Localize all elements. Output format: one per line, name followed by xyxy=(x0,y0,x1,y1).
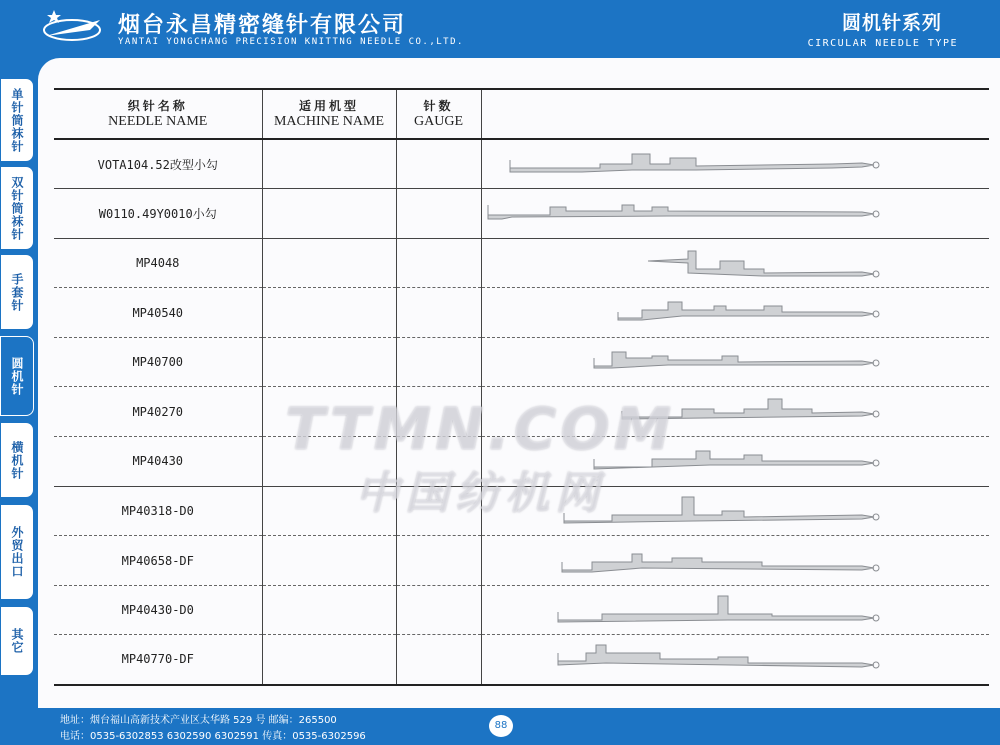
needle-image-cell xyxy=(481,585,989,635)
needle-image xyxy=(482,536,990,586)
needle-image xyxy=(482,487,990,537)
needle-image xyxy=(482,635,990,685)
tab-double-cylinder-sock-needle[interactable]: 双针筒袜针 xyxy=(0,166,34,250)
page-number: 88 xyxy=(489,715,513,737)
machine-cell xyxy=(262,437,396,487)
needle-image xyxy=(482,239,990,289)
company-name-en: YANTAI YONGCHANG PRECISION KNITTNG NEEDLE CO.,LTD. xyxy=(118,37,464,47)
machine-cell xyxy=(262,536,396,586)
series-title-cn: 圆机针系列 xyxy=(841,12,942,34)
header-needle-name: 织针名称 NEEDLE NAME xyxy=(54,89,262,139)
watermark: TTMN.COM 中国纺机网 xyxy=(285,395,676,519)
footer-phone: 电话：0535-6302853 6302590 6302591 传真：0535-6302596 xyxy=(60,731,366,742)
table-row xyxy=(54,238,989,288)
needle-name-cell: MP40658-DF xyxy=(54,536,262,586)
company-name-cn: 烟台永昌精密缝针有限公司 xyxy=(118,13,407,38)
company-logo-icon xyxy=(40,6,108,50)
page-footer xyxy=(0,708,1000,745)
gauge-cell xyxy=(396,288,481,338)
page-header xyxy=(0,0,1000,58)
needle-name-cell: MP40270 xyxy=(54,387,262,437)
needle-image xyxy=(482,288,990,338)
table-row xyxy=(54,635,989,685)
machine-cell xyxy=(262,585,396,635)
needle-name-cell: VOTA104.52改型小勾 xyxy=(54,139,262,189)
header-needle-image xyxy=(481,89,989,139)
needle-name-cell: MP40700 xyxy=(54,337,262,387)
tab-flat-machine-needle[interactable]: 横机针 xyxy=(0,422,34,498)
table-row xyxy=(54,288,989,338)
needle-image-cell xyxy=(481,139,989,189)
needle-name-cell: MP40318-D0 xyxy=(54,486,262,536)
needle-image xyxy=(482,586,990,636)
needle-name-cell: W0110.49Y0010小勾 xyxy=(54,189,262,239)
table-row xyxy=(54,337,989,387)
needle-name-cell: MP40430-D0 xyxy=(54,585,262,635)
tab-single-cylinder-sock-needle[interactable]: 单针筒袜针 xyxy=(0,78,34,162)
series-title-en: CIRCULAR NEEDLE TYPE xyxy=(807,38,958,49)
gauge-cell xyxy=(396,189,481,239)
tab-circular-needle[interactable]: 圆机针 xyxy=(0,336,34,416)
machine-cell xyxy=(262,486,396,536)
needle-image xyxy=(482,437,990,487)
table-row xyxy=(54,189,989,239)
machine-cell xyxy=(262,189,396,239)
gauge-cell xyxy=(396,486,481,536)
needle-image-cell xyxy=(481,288,989,338)
machine-cell xyxy=(262,139,396,189)
gauge-cell xyxy=(396,635,481,685)
machine-cell xyxy=(262,337,396,387)
needle-image-cell xyxy=(481,337,989,387)
tab-other[interactable]: 其它 xyxy=(0,606,34,676)
gauge-cell xyxy=(396,536,481,586)
needle-image-cell xyxy=(481,536,989,586)
needle-image xyxy=(482,387,990,437)
machine-cell xyxy=(262,387,396,437)
machine-cell xyxy=(262,238,396,288)
tab-glove-needle[interactable]: 手套针 xyxy=(0,254,34,330)
table-row xyxy=(54,437,989,487)
table-row xyxy=(54,536,989,586)
needle-image-cell xyxy=(481,486,989,536)
gauge-cell xyxy=(396,437,481,487)
needle-image-cell xyxy=(481,387,989,437)
gauge-cell xyxy=(396,238,481,288)
table-row xyxy=(54,486,989,536)
header-gauge: 针数 GAUGE xyxy=(396,89,481,139)
table-row xyxy=(54,585,989,635)
header-machine-name: 适用机型 MACHINE NAME xyxy=(262,89,396,139)
needle-image-cell xyxy=(481,189,989,239)
needle-image-cell xyxy=(481,635,989,685)
needle-image-cell xyxy=(481,238,989,288)
needle-image xyxy=(482,338,990,388)
machine-cell xyxy=(262,635,396,685)
needle-name-cell: MP40540 xyxy=(54,288,262,338)
gauge-cell xyxy=(396,585,481,635)
machine-cell xyxy=(262,288,396,338)
table-row xyxy=(54,139,989,189)
needle-name-cell: MP40770-DF xyxy=(54,635,262,685)
gauge-cell xyxy=(396,337,481,387)
needle-name-cell: MP4048 xyxy=(54,238,262,288)
needle-table xyxy=(54,88,989,686)
table-header-row xyxy=(54,89,989,139)
footer-address: 地址：烟台福山高新技术产业区太华路 529 号 邮编：265500 xyxy=(60,715,337,726)
needle-image xyxy=(482,189,990,239)
needle-image xyxy=(482,140,990,190)
table-row xyxy=(54,387,989,437)
needle-image-cell xyxy=(481,437,989,487)
needle-name-cell: MP40430 xyxy=(54,437,262,487)
gauge-cell xyxy=(396,139,481,189)
gauge-cell xyxy=(396,387,481,437)
tab-export[interactable]: 外贸出口 xyxy=(0,504,34,600)
